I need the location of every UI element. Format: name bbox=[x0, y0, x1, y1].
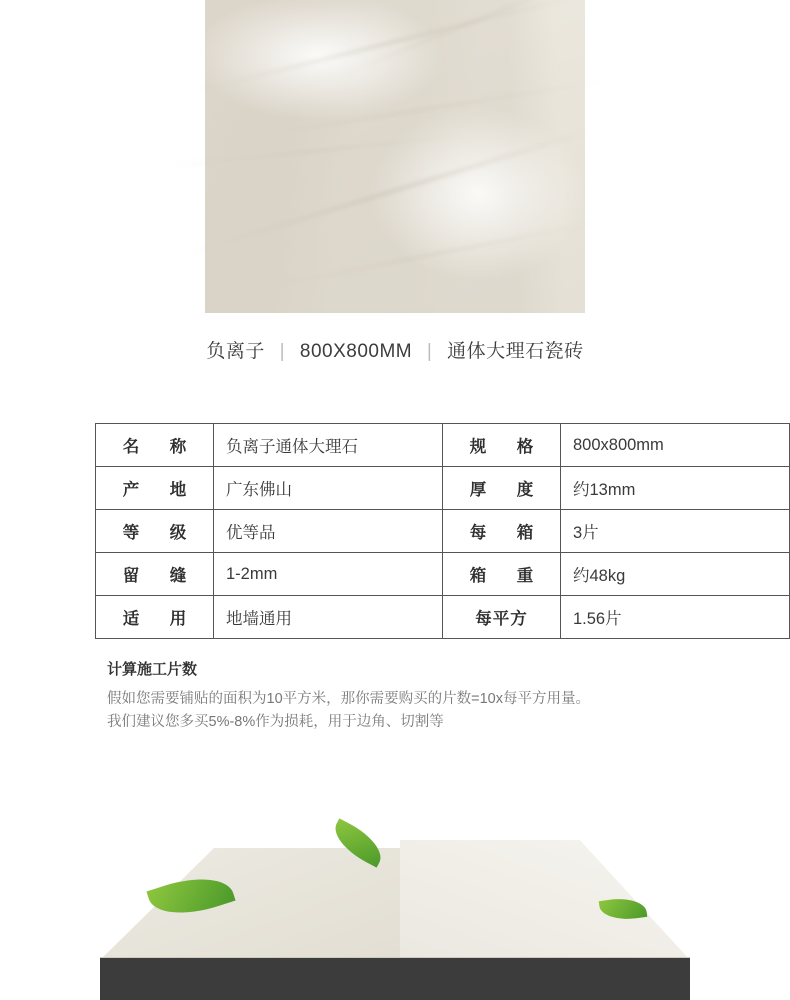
spec-value-box-weight: 约48kg bbox=[561, 553, 790, 596]
spec-label-thickness: 厚 度 bbox=[443, 467, 561, 510]
spec-value-usage: 地墙通用 bbox=[214, 596, 443, 639]
spec-value-per-box: 3片 bbox=[561, 510, 790, 553]
table-row bbox=[96, 596, 790, 639]
product-caption bbox=[0, 336, 790, 363]
spec-value-origin: 广东佛山 bbox=[214, 467, 443, 510]
spec-value-name: 负离子通体大理石 bbox=[214, 424, 443, 467]
spec-label-usage: 适 用 bbox=[96, 596, 214, 639]
caption-part-2: 800X800MM bbox=[299, 341, 413, 362]
table-row bbox=[96, 467, 790, 510]
spec-value-thickness: 约13mm bbox=[561, 467, 790, 510]
table-row bbox=[96, 424, 790, 467]
table-row bbox=[96, 553, 790, 596]
tile-slab-right bbox=[400, 840, 690, 960]
spec-label-grade: 等 级 bbox=[96, 510, 214, 553]
spec-label-origin: 产 地 bbox=[96, 467, 214, 510]
caption-separator-2: | bbox=[426, 341, 433, 362]
calculation-note bbox=[107, 658, 707, 734]
calculation-line-2: 我们建议您多买5%-8%作为损耗，用于边角、切割等 bbox=[107, 714, 444, 730]
spec-label-box-weight: 箱 重 bbox=[443, 553, 561, 596]
scene-floor bbox=[100, 958, 690, 1000]
specification-table bbox=[95, 423, 790, 639]
product-hero-image bbox=[205, 0, 585, 313]
spec-value-gap: 1-2mm bbox=[214, 553, 443, 596]
spec-label-name: 名 称 bbox=[96, 424, 214, 467]
spec-value-grade: 优等品 bbox=[214, 510, 443, 553]
spec-label-per-box: 每 箱 bbox=[443, 510, 561, 553]
caption-part-1: 负离子 bbox=[206, 341, 265, 362]
spec-label-size: 规 格 bbox=[443, 424, 561, 467]
spec-label-gap: 留 缝 bbox=[96, 553, 214, 596]
calculation-line-1: 假如您需要铺贴的面积为10平方米，那你需要购买的片数=10x每平方用量。 bbox=[107, 691, 590, 707]
tile-slab-left bbox=[100, 848, 400, 960]
calculation-title: 计算施工片数 bbox=[107, 661, 198, 678]
spec-value-per-sqm: 1.56片 bbox=[561, 596, 790, 639]
caption-part-3: 通体大理石瓷砖 bbox=[447, 341, 584, 362]
table-row bbox=[96, 510, 790, 553]
spec-value-size: 800x800mm bbox=[561, 424, 790, 467]
caption-separator-1: | bbox=[279, 341, 286, 362]
bottom-scene-image bbox=[0, 790, 790, 1000]
spec-label-per-sqm: 每平方 bbox=[443, 596, 561, 639]
